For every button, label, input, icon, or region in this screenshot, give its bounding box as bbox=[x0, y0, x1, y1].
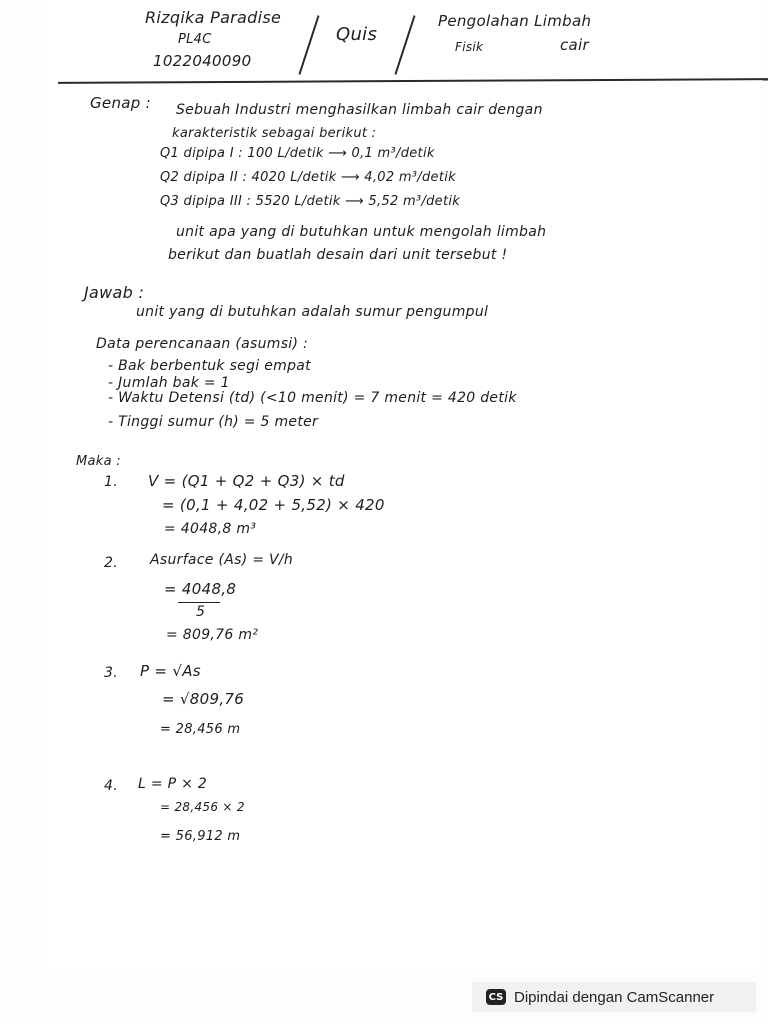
step-number: 4. bbox=[104, 778, 118, 794]
camscanner-watermark bbox=[472, 982, 756, 1012]
question-line: unit apa yang di butuhkan untuk mengolah limbah bbox=[176, 224, 547, 240]
answer-unit: unit yang di butuhkan adalah sumur pengumpul bbox=[136, 304, 489, 320]
step-line: = 56,912 m bbox=[160, 829, 241, 844]
step-line: = 4048,8 m³ bbox=[164, 521, 257, 537]
assumption-item: - Jumlah bak = 1 bbox=[108, 375, 230, 391]
subject-line1: Pengolahan Limbah bbox=[438, 12, 592, 30]
question-line: Sebuah Industri menghasilkan limbah cair dengan bbox=[176, 102, 543, 118]
maka-label: Maka : bbox=[76, 454, 121, 469]
camscanner-logo-icon: CS bbox=[486, 989, 506, 1005]
question-line: Q3 dipipa III : 5520 L/detik ⟶ 5,52 m³/detik bbox=[160, 194, 461, 209]
student-class: PL4C bbox=[178, 32, 212, 47]
assumption-title: Data perencanaan (asumsi) : bbox=[96, 336, 309, 352]
answer-label: Jawab : bbox=[84, 283, 145, 302]
assumption-item: - Bak berbentuk segi empat bbox=[108, 358, 311, 374]
student-name: Rizqika Paradise bbox=[145, 8, 282, 27]
question-line: karakteristik sebagai berikut : bbox=[172, 126, 377, 141]
assumption-item: - Tinggi sumur (h) = 5 meter bbox=[108, 414, 319, 430]
step-line: = 28,456 × 2 bbox=[160, 800, 245, 814]
step-line: V = (Q1 + Q2 + Q3) × td bbox=[148, 472, 345, 490]
subject-cair: cair bbox=[560, 36, 589, 54]
step-line: 5 bbox=[196, 604, 206, 620]
fraction-bar bbox=[178, 602, 220, 603]
camscanner-text: Dipindai dengan CamScanner bbox=[514, 988, 715, 1006]
question-line: Q1 dipipa I : 100 L/detik ⟶ 0,1 m³/detik bbox=[160, 146, 435, 161]
step-line: = 28,456 m bbox=[160, 722, 241, 737]
assumption-item: - Waktu Detensi (td) (<10 menit) = 7 menit = 420 detik bbox=[108, 390, 517, 406]
step-number: 1. bbox=[104, 474, 118, 490]
step-number: 3. bbox=[104, 665, 118, 681]
step-line: = 4048,8 bbox=[164, 580, 237, 598]
step-line: L = P × 2 bbox=[138, 776, 208, 792]
step-line: Asurface (As) = V/h bbox=[150, 552, 294, 568]
question-line: berikut dan buatlah desain dari unit tersebut ! bbox=[168, 247, 508, 263]
student-id: 1022040090 bbox=[153, 52, 252, 70]
step-line: P = √As bbox=[140, 662, 201, 680]
step-line: = (0,1 + 4,02 + 5,52) × 420 bbox=[162, 496, 385, 514]
step-line: = √809,76 bbox=[162, 690, 245, 708]
quiz-title: Quis bbox=[336, 24, 378, 45]
question-label: Genap : bbox=[90, 94, 151, 112]
step-line: = 809,76 m² bbox=[166, 627, 259, 643]
question-line: Q2 dipipa II : 4020 L/detik ⟶ 4,02 m³/detik bbox=[160, 170, 456, 185]
subject-fisik: Fisik bbox=[455, 40, 484, 54]
step-number: 2. bbox=[104, 555, 118, 571]
